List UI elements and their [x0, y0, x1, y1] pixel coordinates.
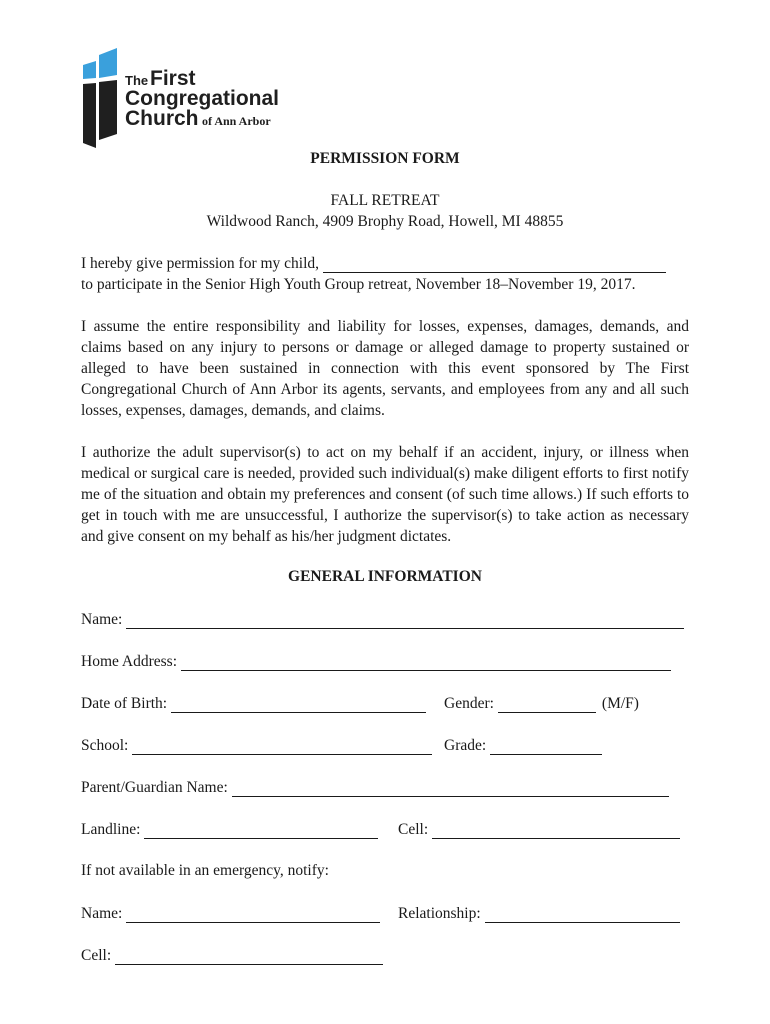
logo-the: The	[125, 73, 149, 88]
emergency-cell-label: Cell:	[81, 947, 112, 964]
gender-hint: (M/F)	[601, 695, 639, 712]
school-label: School:	[81, 737, 129, 754]
general-info-heading: GENERAL INFORMATION	[288, 568, 482, 585]
emergency-intro: If not available in an emergency, notify:	[81, 862, 329, 879]
name-label: Name:	[81, 611, 123, 628]
gender-label: Gender:	[444, 695, 494, 712]
authorization-paragraph: I authorize the adult supervisor(s) to act on my behalf if an accident, injury, or illness when medical or surgical care is needed, provided such individual(s) make diligent efforts to first notify me of the situation and obtain my preferences and consent (of such time allows.) If such efforts to get in touch with me are unsuccessful, I authorize the supervisor(s) to take action as necessary and give consent on my behalf as his/her judgment dictates.	[81, 444, 689, 545]
child-name-field	[81, 255, 666, 273]
date-of-birth-label: Date of Birth:	[81, 695, 168, 712]
home-address-label: Home Address:	[81, 653, 178, 670]
landline-blank[interactable]	[144, 824, 378, 839]
form-title: PERMISSION FORM	[310, 150, 460, 167]
school-blank[interactable]	[132, 740, 432, 755]
grade-blank[interactable]	[490, 740, 602, 755]
emergency-name-blank[interactable]	[126, 908, 380, 923]
child-name-blank[interactable]	[323, 258, 666, 273]
cell-label: Cell:	[398, 821, 429, 838]
relationship-field	[398, 905, 680, 923]
parent-guardian-label: Parent/Guardian Name:	[81, 779, 228, 796]
school-field	[81, 737, 432, 755]
logo-first: First	[150, 67, 196, 90]
landline-label: Landline:	[81, 821, 141, 838]
landline-field	[81, 821, 378, 839]
permission-line-2: to participate in the Senior High Youth Group retreat, November 18–November 19, 2017.	[81, 276, 636, 293]
relationship-label: Relationship:	[398, 905, 481, 922]
emergency-cell-blank[interactable]	[115, 950, 383, 965]
relationship-blank[interactable]	[485, 908, 680, 923]
cross-lower-left-dark	[83, 83, 96, 148]
emergency-cell-field	[81, 947, 383, 965]
cell-blank[interactable]	[432, 824, 680, 839]
emergency-name-field	[81, 905, 380, 923]
gender-blank[interactable]	[498, 698, 596, 713]
gender-field	[444, 695, 639, 713]
liability-paragraph: I assume the entire responsibility and liability for losses, expenses, damages, demands, and claims based on any injury to persons or damage or alleged damage to property sustained or alleged to have been sustained in connection with this event sponsored by The First Congregational Church of Ann Arbor its agents, servants, and employees from any and all such losses, expenses, damages, demands, and claims.	[81, 318, 689, 419]
grade-label: Grade:	[444, 737, 487, 754]
logo-congregational: Congregational	[125, 87, 280, 110]
home-address-field	[81, 653, 671, 671]
logo-of-ann-arbor: of Ann Arbor	[202, 114, 271, 128]
date-of-birth-field	[81, 695, 426, 713]
home-address-blank[interactable]	[181, 656, 671, 671]
grade-field	[444, 737, 602, 755]
date-of-birth-blank[interactable]	[171, 698, 426, 713]
child-name-label: I hereby give permission for my child,	[81, 255, 320, 272]
event-location: Wildwood Ranch, 4909 Brophy Road, Howell, MI 48855	[206, 213, 564, 230]
parent-guardian-blank[interactable]	[232, 782, 669, 797]
emergency-name-label: Name:	[81, 905, 123, 922]
cross-lower-right-dark	[99, 80, 117, 140]
cell-field	[398, 821, 680, 839]
name-blank[interactable]	[126, 614, 684, 629]
event-name: FALL RETREAT	[330, 192, 440, 209]
name-field	[81, 611, 684, 629]
logo-church: Church	[125, 107, 199, 130]
cross-upper-left-blue	[83, 61, 96, 79]
parent-guardian-field	[81, 779, 669, 797]
cross-upper-right-blue	[99, 48, 117, 78]
